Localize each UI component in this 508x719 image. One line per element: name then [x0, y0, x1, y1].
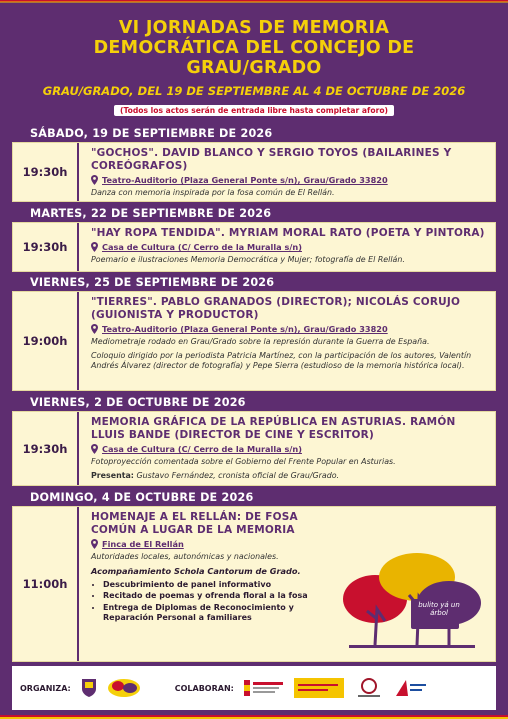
event-card-2: [12, 222, 496, 272]
event-location-link[interactable]: [91, 539, 487, 549]
day-header-1: SÁBADO, 19 DE SEPTIEMBRE DE 2026: [12, 124, 496, 144]
event-body: [77, 412, 495, 485]
location-pin-icon: [91, 324, 98, 334]
event-location: Teatro-Auditorio (Plaza General Ponte s/n), Grau/Grado 33820: [102, 324, 388, 334]
header: [0, 4, 508, 124]
location-pin-icon: [91, 539, 98, 549]
asturias-logo: [394, 677, 428, 699]
day-header-3: VIERNES, 25 DE SEPTIEMBRE DE 2026: [12, 273, 496, 293]
event-time: 19:30h: [13, 412, 77, 485]
event-card-5: [12, 506, 496, 662]
event-location: Finca de El Rellán: [102, 539, 184, 549]
date-range-subtitle: GRAU/GRADO, DEL 19 DE SEPTIEMBRE AL 4 DE OCTUBRE DE 2026: [42, 84, 466, 98]
day-header-4: VIERNES, 2 DE OCTUBRE DE 2026: [12, 393, 496, 413]
event-body: [77, 223, 495, 271]
event-body: [77, 292, 495, 390]
free-entry-notice: (Todos los actos serán de entrada libre hasta completar aforo): [114, 105, 394, 116]
ministerio-logo: [294, 677, 344, 699]
event-presenter: [91, 471, 487, 482]
event-description: Autoridades locales, autonómicas y nacionales.: [91, 552, 279, 561]
list-item: • Entrega de Diplomas de Reconocimiento y Reparación Personal a familiares: [103, 603, 311, 624]
event-location-link[interactable]: [91, 175, 487, 185]
presenter-name: Gustavo Fernández, cronista oficial de Grau/Grado.: [136, 470, 340, 480]
event-title: "HAY ROPA TENDIDA". MYRIAM MORAL RATO (POETA Y PINTORA): [91, 227, 485, 239]
event-description: Danza con memoria inspirada por la fosa común de El Rellán.: [91, 188, 335, 197]
day-header-5: DOMINGO, 4 DE OCTUBRE DE 2026: [12, 488, 496, 508]
event-description: Mediometraje rodado en Grau/Grado sobre la represión durante la Guerra de España.: [91, 337, 430, 346]
event-card-1: [12, 142, 496, 202]
list-item: • Descubrimiento de panel informativo: [103, 580, 311, 591]
day-header-2: MARTES, 22 DE SEPTIEMBRE DE 2026: [12, 204, 496, 224]
title-line-1: VI JORNADAS DE MEMORIA: [118, 18, 390, 38]
event-description: Poemario e ilustraciones Memoria Democrática y Mujer; fotografía de El Rellán.: [91, 255, 405, 264]
event-accompaniment: Acompañamiento Schola Cantorum de Grado.: [91, 565, 301, 576]
event-location-link[interactable]: [91, 324, 487, 334]
list-item: • Recitado de poemas y ofrenda floral a la fosa: [103, 591, 311, 602]
event-title: "GOCHOS". DAVID BLANCO Y SERGIO TOYOS (BAILARINES Y COREÓGRAFOS): [91, 147, 452, 172]
memoria-democratica-logo: [354, 677, 384, 699]
location-pin-icon: [91, 242, 98, 252]
event-time: 11:00h: [13, 507, 77, 661]
event-title: "TIERRES". PABLO GRANADOS (DIRECTOR); NICOLÁS CORUJO (GUIONISTA Y PRODUCTOR): [91, 296, 461, 321]
event-description: Fotoproyección comentada sobre el Gobierno del Frente Popular en Asturias.: [91, 457, 396, 466]
bulito-logo: [107, 677, 141, 699]
event-activities-list: [91, 580, 311, 624]
event-card-3: [12, 291, 496, 391]
gobierno-espana-logo: [244, 677, 284, 699]
ayuntamiento-logo: [81, 677, 97, 699]
event-time: 19:30h: [13, 223, 77, 271]
event-body: [77, 143, 495, 201]
tricolor-stripe-bottom: [0, 715, 508, 719]
sponsors-footer: [12, 666, 496, 710]
event-title: MEMORIA GRÁFICA DE LA REPÚBLICA EN ASTURIAS. RAMÓN LLUIS BANDE (DIRECTOR DE CINE Y ESCRITOR): [91, 416, 456, 441]
event-location: Casa de Cultura (C/ Cerro de la Muralla s/n): [102, 242, 302, 252]
tree-illustration: [337, 549, 487, 657]
event-location-link[interactable]: [91, 242, 487, 252]
event-title: HOMENAJE A EL RELLÁN: DE FOSA COMÚN A LUGAR DE LA MEMORIA: [91, 511, 298, 536]
title-line-2: DEMOCRÁTICA DEL CONCEJO DE: [93, 38, 415, 58]
colaboran-label: COLABORAN:: [174, 683, 234, 693]
event-body: [77, 507, 495, 661]
tree-badge-text: bulito yá un árbol: [418, 601, 460, 617]
event-time: 19:30h: [13, 143, 77, 201]
event-colloquium: Coloquio dirigido por la periodista Patricia Martínez, con la participación de los autores, Valentín Andrés Álvarez (director de fotografía) y Pepe Sierra (estudioso de la memoria histórica local).: [91, 350, 472, 370]
presenter-label: Presenta:: [91, 470, 134, 480]
page-title: [0, 4, 508, 78]
event-card-4: [12, 411, 496, 486]
event-location-link[interactable]: [91, 444, 487, 454]
location-pin-icon: [91, 444, 98, 454]
title-line-3: GRAU/GRADO: [186, 58, 322, 78]
event-location: Casa de Cultura (C/ Cerro de la Muralla s/n): [102, 444, 302, 454]
event-time: 19:00h: [13, 292, 77, 390]
event-location: Teatro-Auditorio (Plaza General Ponte s/n), Grau/Grado 33820: [102, 175, 388, 185]
organiza-label: ORGANIZA:: [20, 683, 71, 693]
location-pin-icon: [91, 175, 98, 185]
